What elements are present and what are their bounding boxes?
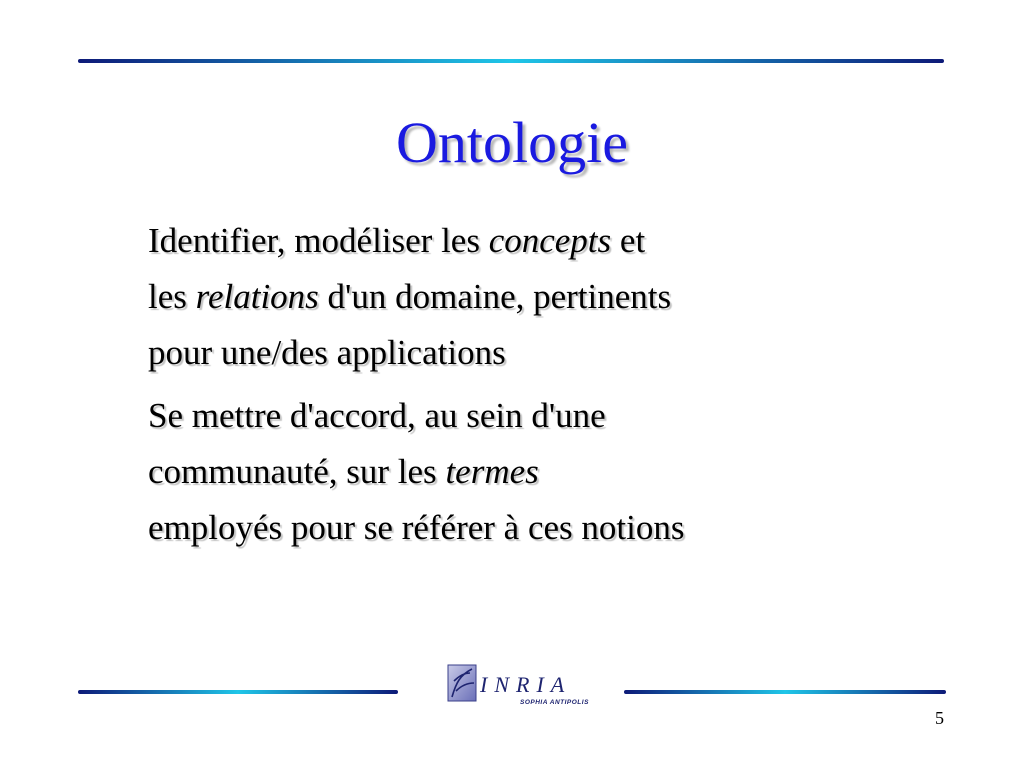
svg-text:INRIA: INRIA	[480, 672, 572, 697]
paragraph-accord	[148, 388, 868, 556]
para1-text: Identifier, modéliser les	[148, 221, 489, 260]
inria-logo	[446, 661, 598, 709]
termes-term: termes	[445, 452, 539, 491]
para2-text: Se mettre d'accord, au sein d'une	[148, 396, 606, 435]
bottom-divider-right	[624, 690, 946, 694]
top-divider	[78, 59, 944, 63]
paragraph-identifier	[148, 213, 868, 381]
para1-text: les	[148, 277, 196, 316]
para2-text: employés pour se référer à ces notions	[148, 508, 685, 547]
slide-title: Ontologie	[396, 110, 628, 175]
para1-text: d'un domaine, pertinents	[318, 277, 672, 316]
para1-text: et	[611, 221, 646, 260]
para1-text: pour une/des applications	[148, 333, 506, 372]
concepts-term: concepts	[488, 221, 612, 260]
relations-term: relations	[195, 277, 319, 316]
para2-text: communauté, sur les	[148, 452, 446, 491]
bottom-divider-left	[78, 690, 398, 694]
svg-text:SOPHIA ANTIPOLIS: SOPHIA ANTIPOLIS	[520, 699, 589, 706]
page-number: 5	[935, 708, 944, 728]
